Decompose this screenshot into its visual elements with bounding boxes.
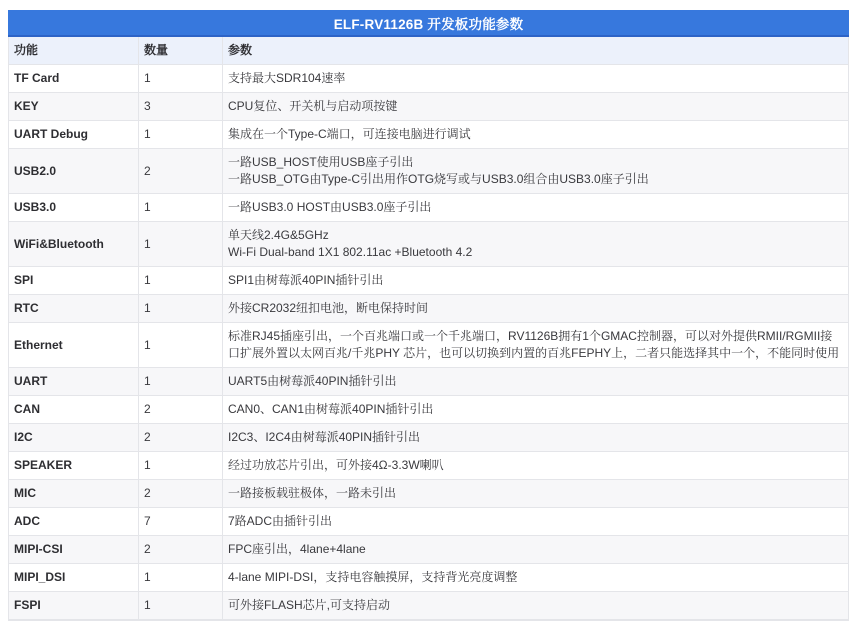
qty-cell: 1 [139, 194, 223, 221]
qty-cell: 2 [139, 149, 223, 193]
feature-cell: RTC [9, 295, 139, 322]
param-line: 外接CR2032纽扣电池，断电保持时间 [228, 301, 429, 315]
table-row [9, 592, 848, 620]
table-row [9, 508, 848, 536]
param-cell [223, 536, 848, 563]
table-row [9, 222, 848, 267]
table-row [9, 368, 848, 396]
feature-cell: USB2.0 [9, 149, 139, 193]
table-row [9, 149, 848, 194]
param-cell [223, 121, 848, 148]
table-row [9, 323, 848, 368]
table-title: ELF-RV1126B 开发板功能参数 [8, 10, 849, 37]
param-cell [223, 267, 848, 294]
param-line: 支持最大SDR104速率 [228, 71, 346, 85]
feature-cell: KEY [9, 93, 139, 120]
table-row [9, 480, 848, 508]
qty-cell: 1 [139, 222, 223, 266]
param-line: 一路USB_OTG由Type-C引出用作OTG烧写或与USB3.0组合由USB3.0座子引出 [228, 172, 649, 186]
table-row [9, 424, 848, 452]
qty-cell: 1 [139, 65, 223, 92]
table-row [9, 295, 848, 323]
qty-cell: 1 [139, 121, 223, 148]
feature-cell: TF Card [9, 65, 139, 92]
param-cell [223, 564, 848, 591]
feature-cell: SPI [9, 267, 139, 294]
feature-cell: I2C [9, 424, 139, 451]
feature-cell: WiFi&Bluetooth [9, 222, 139, 266]
qty-cell: 2 [139, 424, 223, 451]
table-row [9, 396, 848, 424]
param-line: 4-lane MIPI-DSI，支持电容触摸屏，支持背光亮度调整 [228, 570, 518, 584]
param-line: 一路USB_HOST使用USB座子引出 [228, 155, 414, 169]
table-row [9, 452, 848, 480]
param-cell [223, 592, 848, 619]
column-header-params: 参数 [228, 43, 253, 57]
param-line: UART5由树莓派40PIN插针引出 [228, 374, 397, 388]
table-row [9, 536, 848, 564]
param-cell [223, 295, 848, 322]
column-header-feature: 功能 [9, 37, 139, 64]
qty-cell: 2 [139, 480, 223, 507]
param-line: I2C3、I2C4由树莓派40PIN插针引出 [228, 430, 421, 444]
param-cell [223, 480, 848, 507]
table-rows [9, 65, 848, 620]
qty-cell: 3 [139, 93, 223, 120]
feature-cell: FSPI [9, 592, 139, 619]
qty-cell: 7 [139, 508, 223, 535]
qty-cell: 1 [139, 295, 223, 322]
feature-cell: UART Debug [9, 121, 139, 148]
table-row [9, 267, 848, 295]
param-cell [223, 65, 848, 92]
qty-cell: 1 [139, 452, 223, 479]
param-line: SPI1由树莓派40PIN插针引出 [228, 273, 384, 287]
param-line: 经过功放芯片引出，可外接4Ω-3.3W喇叭 [228, 458, 444, 472]
feature-cell: SPEAKER [9, 452, 139, 479]
table-body [8, 37, 849, 621]
column-header-row [9, 37, 848, 65]
param-cell [223, 194, 848, 221]
feature-cell: CAN [9, 396, 139, 423]
feature-cell: Ethernet [9, 323, 139, 367]
param-cell [223, 452, 848, 479]
feature-cell: USB3.0 [9, 194, 139, 221]
feature-cell: MIPI-CSI [9, 536, 139, 563]
param-cell [223, 396, 848, 423]
param-line: 7路ADC由插针引出 [228, 514, 333, 528]
param-line: 一路USB3.0 HOST由USB3.0座子引出 [228, 200, 432, 214]
param-line: 一路接板载驻极体，一路未引出 [228, 486, 397, 500]
param-line: CAN0、CAN1由树莓派40PIN插针引出 [228, 402, 434, 416]
table-row [9, 564, 848, 592]
qty-cell: 1 [139, 267, 223, 294]
param-line: 单天线2.4G&5GHz [228, 228, 329, 242]
param-line: 标准RJ45插座引出，一个百兆端口或一个千兆端口，RV1126B拥有1个GMAC控制器，可以对外提供RMII/RGMII接口扩展外置以太网百兆/千兆PHY 芯片，也可以切换到内置的百兆FEPHY上，二者只能选择其中一个，不能同时使用 [228, 329, 840, 360]
param-line: Wi-Fi Dual-band 1X1 802.11ac +Bluetooth 4.2 [228, 245, 473, 259]
table-row [9, 65, 848, 93]
param-cell [223, 368, 848, 395]
param-line: 可外接FLASH芯片,可支持启动 [228, 598, 391, 612]
table-row [9, 194, 848, 222]
feature-cell: UART [9, 368, 139, 395]
param-cell [223, 424, 848, 451]
table-row [9, 93, 848, 121]
qty-cell: 1 [139, 323, 223, 367]
feature-cell: ADC [9, 508, 139, 535]
qty-cell: 1 [139, 564, 223, 591]
param-line: 集成在一个Type-C端口，可连接电脑进行调试 [228, 127, 471, 141]
param-cell [223, 222, 848, 266]
param-cell [223, 323, 848, 367]
param-cell [223, 93, 848, 120]
qty-cell: 1 [139, 368, 223, 395]
feature-cell: MIPI_DSI [9, 564, 139, 591]
feature-cell: MIC [9, 480, 139, 507]
table-row [9, 121, 848, 149]
qty-cell: 2 [139, 536, 223, 563]
param-line: FPC座引出，4lane+4lane [228, 542, 366, 556]
param-cell [223, 508, 848, 535]
column-header-qty: 数量 [139, 37, 223, 64]
qty-cell: 2 [139, 396, 223, 423]
param-line: CPU复位、开关机与启动项按键 [228, 99, 398, 113]
param-cell [223, 149, 848, 193]
qty-cell: 1 [139, 592, 223, 619]
spec-table [8, 10, 849, 621]
